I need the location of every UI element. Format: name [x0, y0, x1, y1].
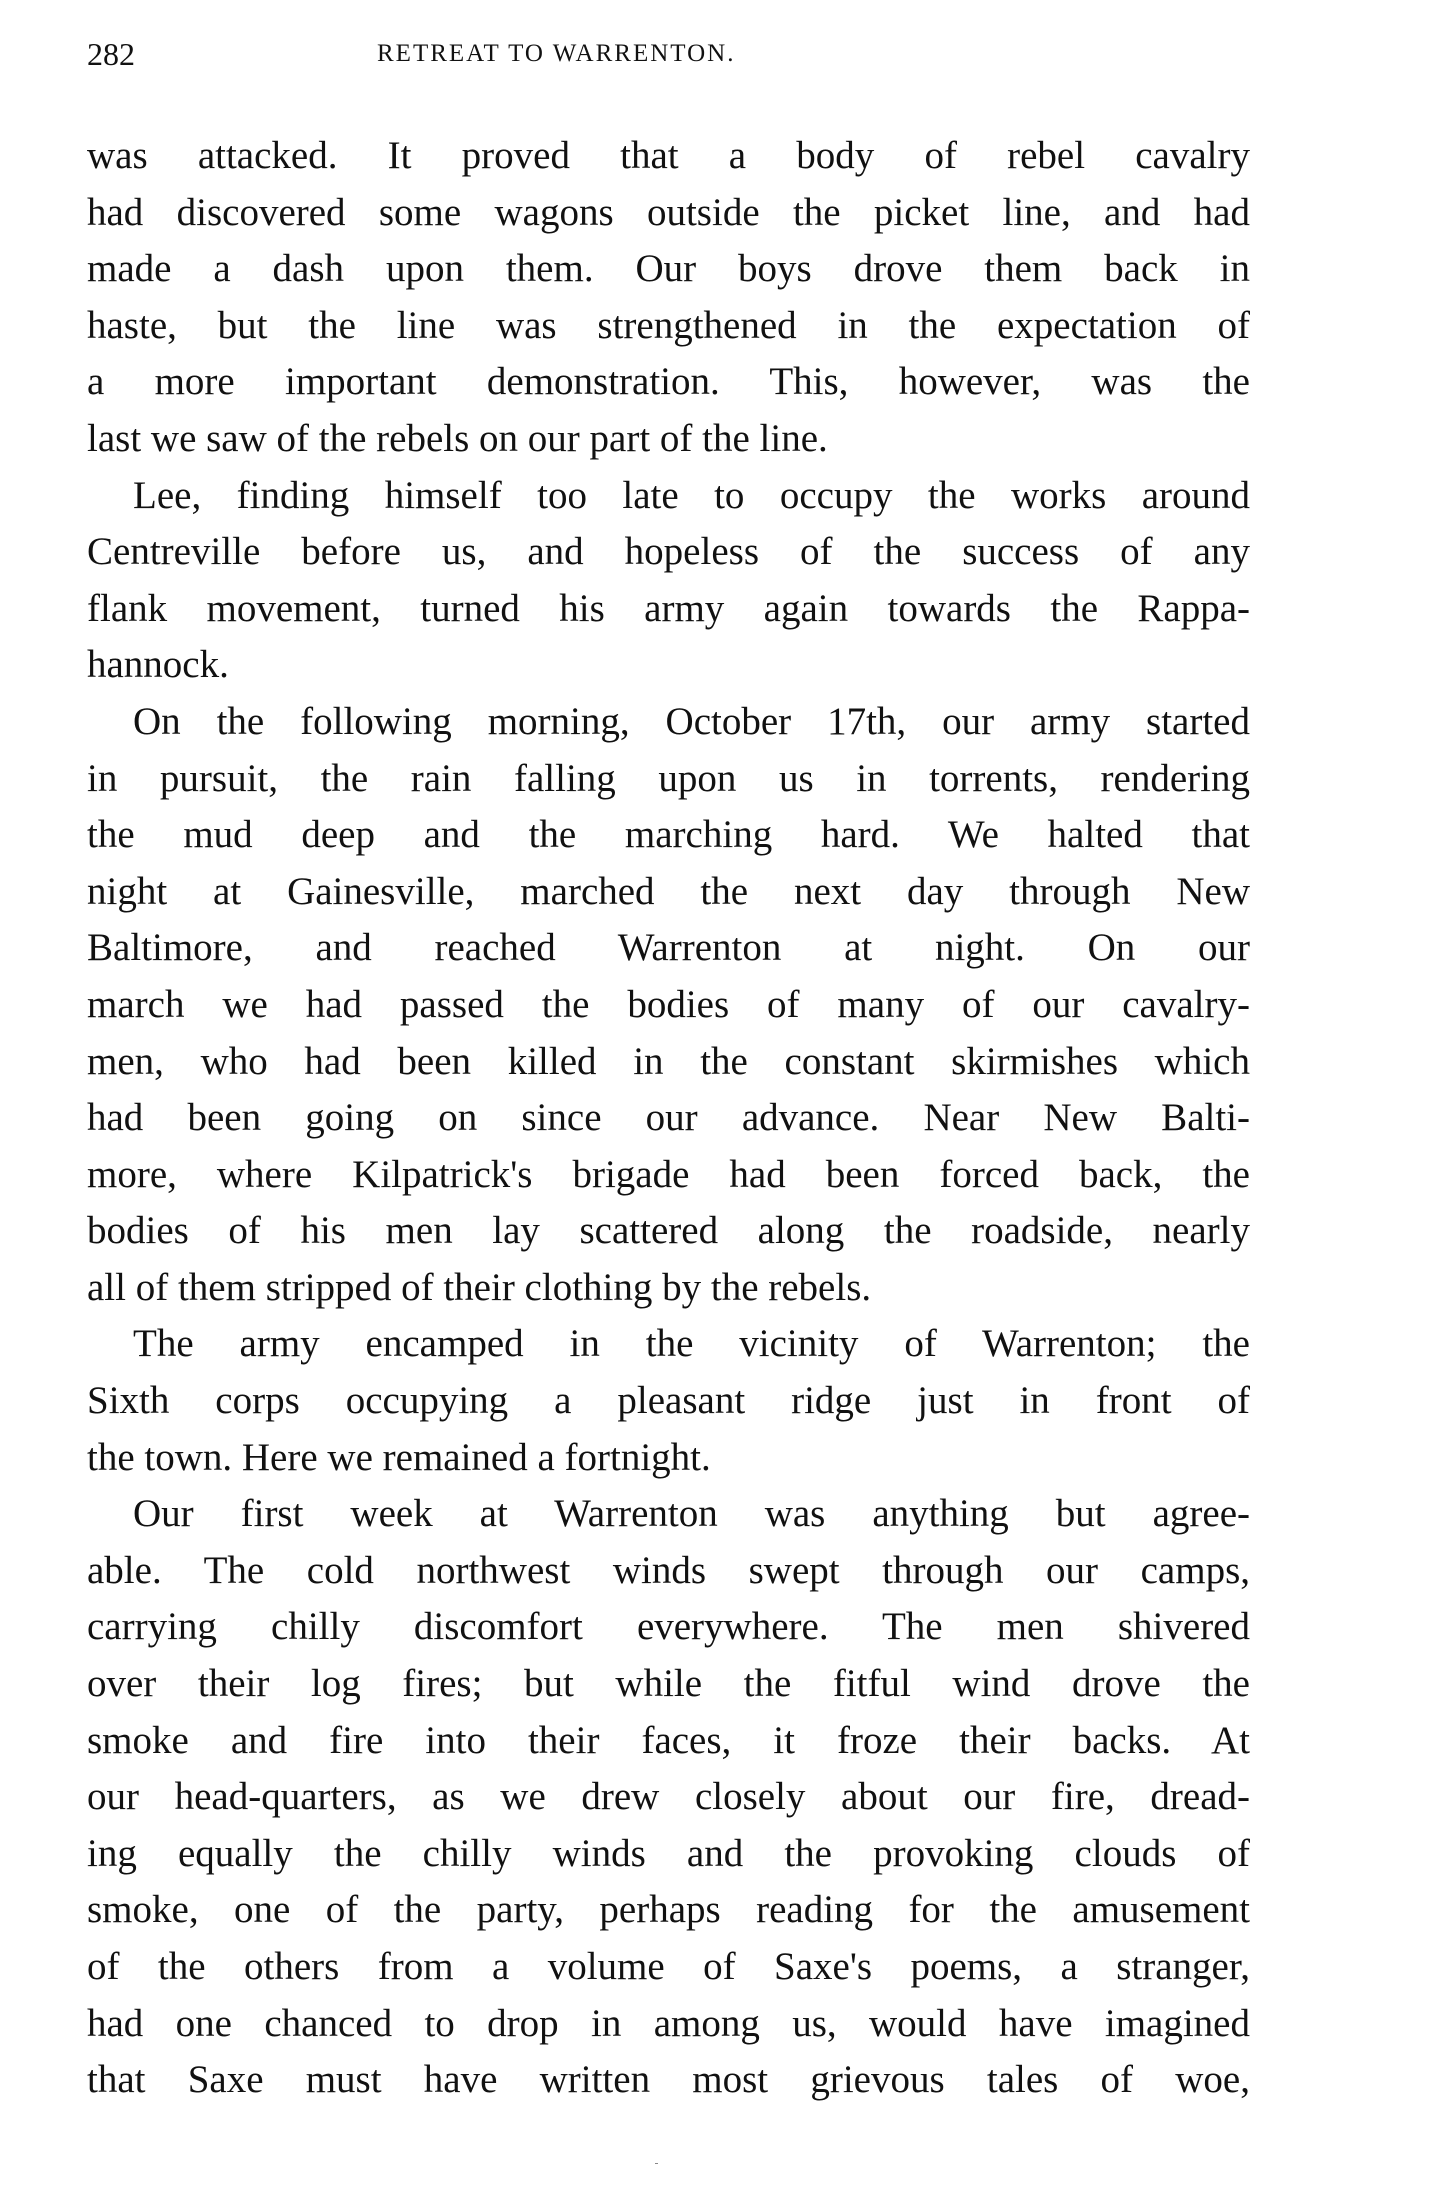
text-line: The army encamped in the vicinity of Warrenton; the: [133, 1322, 1250, 1366]
paragraph: [87, 694, 1250, 1317]
text-line: all of them stripped of their clothing by the rebels.: [87, 1265, 872, 1309]
print-speck: [655, 2163, 658, 2164]
text-line: Our first week at Warrenton was anything but agree-: [133, 1492, 1250, 1536]
text-line: able. The cold northwest winds swept through our camps,: [87, 1548, 1250, 1592]
text-line: in pursuit, the rain falling upon us in torrents, rendering: [87, 756, 1250, 800]
text-line: made a dash upon them. Our boys drove them back in: [87, 247, 1250, 291]
text-line: Centreville before us, and hopeless of the success of any: [87, 530, 1250, 574]
text-line: Lee, finding himself too late to occupy the works around: [133, 473, 1250, 517]
paragraph: [87, 468, 1250, 694]
paragraph: [87, 128, 1250, 468]
text-line: smoke, one of the party, perhaps reading for the amusement: [87, 1888, 1250, 1932]
running-title: RETREAT TO WARRENTON.: [377, 40, 736, 67]
text-line: night at Gainesville, marched the next day through New: [87, 869, 1250, 913]
text-line: had been going on since our advance. Near New Balti-: [87, 1096, 1250, 1140]
text-line: men, who had been killed in the constant skirmishes which: [87, 1039, 1250, 1083]
text-line: Baltimore, and reached Warrenton at night. On our: [87, 926, 1250, 970]
text-line: more, where Kilpatrick's brigade had been forced back, the: [87, 1152, 1250, 1196]
text-line: of the others from a volume of Saxe's poems, a stranger,: [87, 1945, 1250, 1988]
text-line: the mud deep and the marching hard. We halted that: [87, 813, 1250, 857]
text-line: Sixth corps occupying a pleasant ridge just in front of: [87, 1379, 1250, 1423]
paragraph: [87, 1486, 1250, 2109]
text-line: had discovered some wagons outside the picket line, and had: [87, 190, 1250, 234]
text-line: had one chanced to drop in among us, would have imagined: [87, 2001, 1250, 2045]
text-line: ing equally the chilly winds and the provoking clouds of: [87, 1831, 1250, 1875]
text-line: hannock.: [87, 643, 229, 687]
page-number: 282: [87, 36, 135, 72]
text-line: carrying chilly discomfort everywhere. The men shivered: [87, 1605, 1250, 1649]
paragraph: [87, 1316, 1250, 1486]
text-line: that Saxe must have written most grievous tales of woe,: [87, 2058, 1250, 2102]
text-line: flank movement, turned his army again towards the Rappa-: [87, 586, 1250, 630]
body-text: [87, 128, 1250, 2109]
text-line: over their log fires; but while the fitful wind drove the: [87, 1662, 1250, 1706]
text-line: smoke and fire into their faces, it froze their backs. At: [87, 1718, 1250, 1762]
text-line: was attacked. It proved that a body of rebel cavalry: [87, 134, 1250, 177]
text-line: haste, but the line was strengthened in the expectation of: [87, 303, 1250, 347]
text-line: bodies of his men lay scattered along the roadside, nearly: [87, 1209, 1250, 1253]
text-line: last we saw of the rebels on our part of the line.: [87, 416, 828, 460]
text-line: a more important demonstration. This, however, was the: [87, 360, 1250, 404]
text-line: march we had passed the bodies of many of our cavalry-: [87, 982, 1250, 1026]
running-header: [87, 36, 1250, 80]
text-line: our head-quarters, as we drew closely about our fire, dread-: [87, 1775, 1250, 1819]
text-line: the town. Here we remained a fortnight.: [87, 1435, 711, 1479]
text-line: On the following morning, October 17th, our army started: [133, 699, 1250, 743]
